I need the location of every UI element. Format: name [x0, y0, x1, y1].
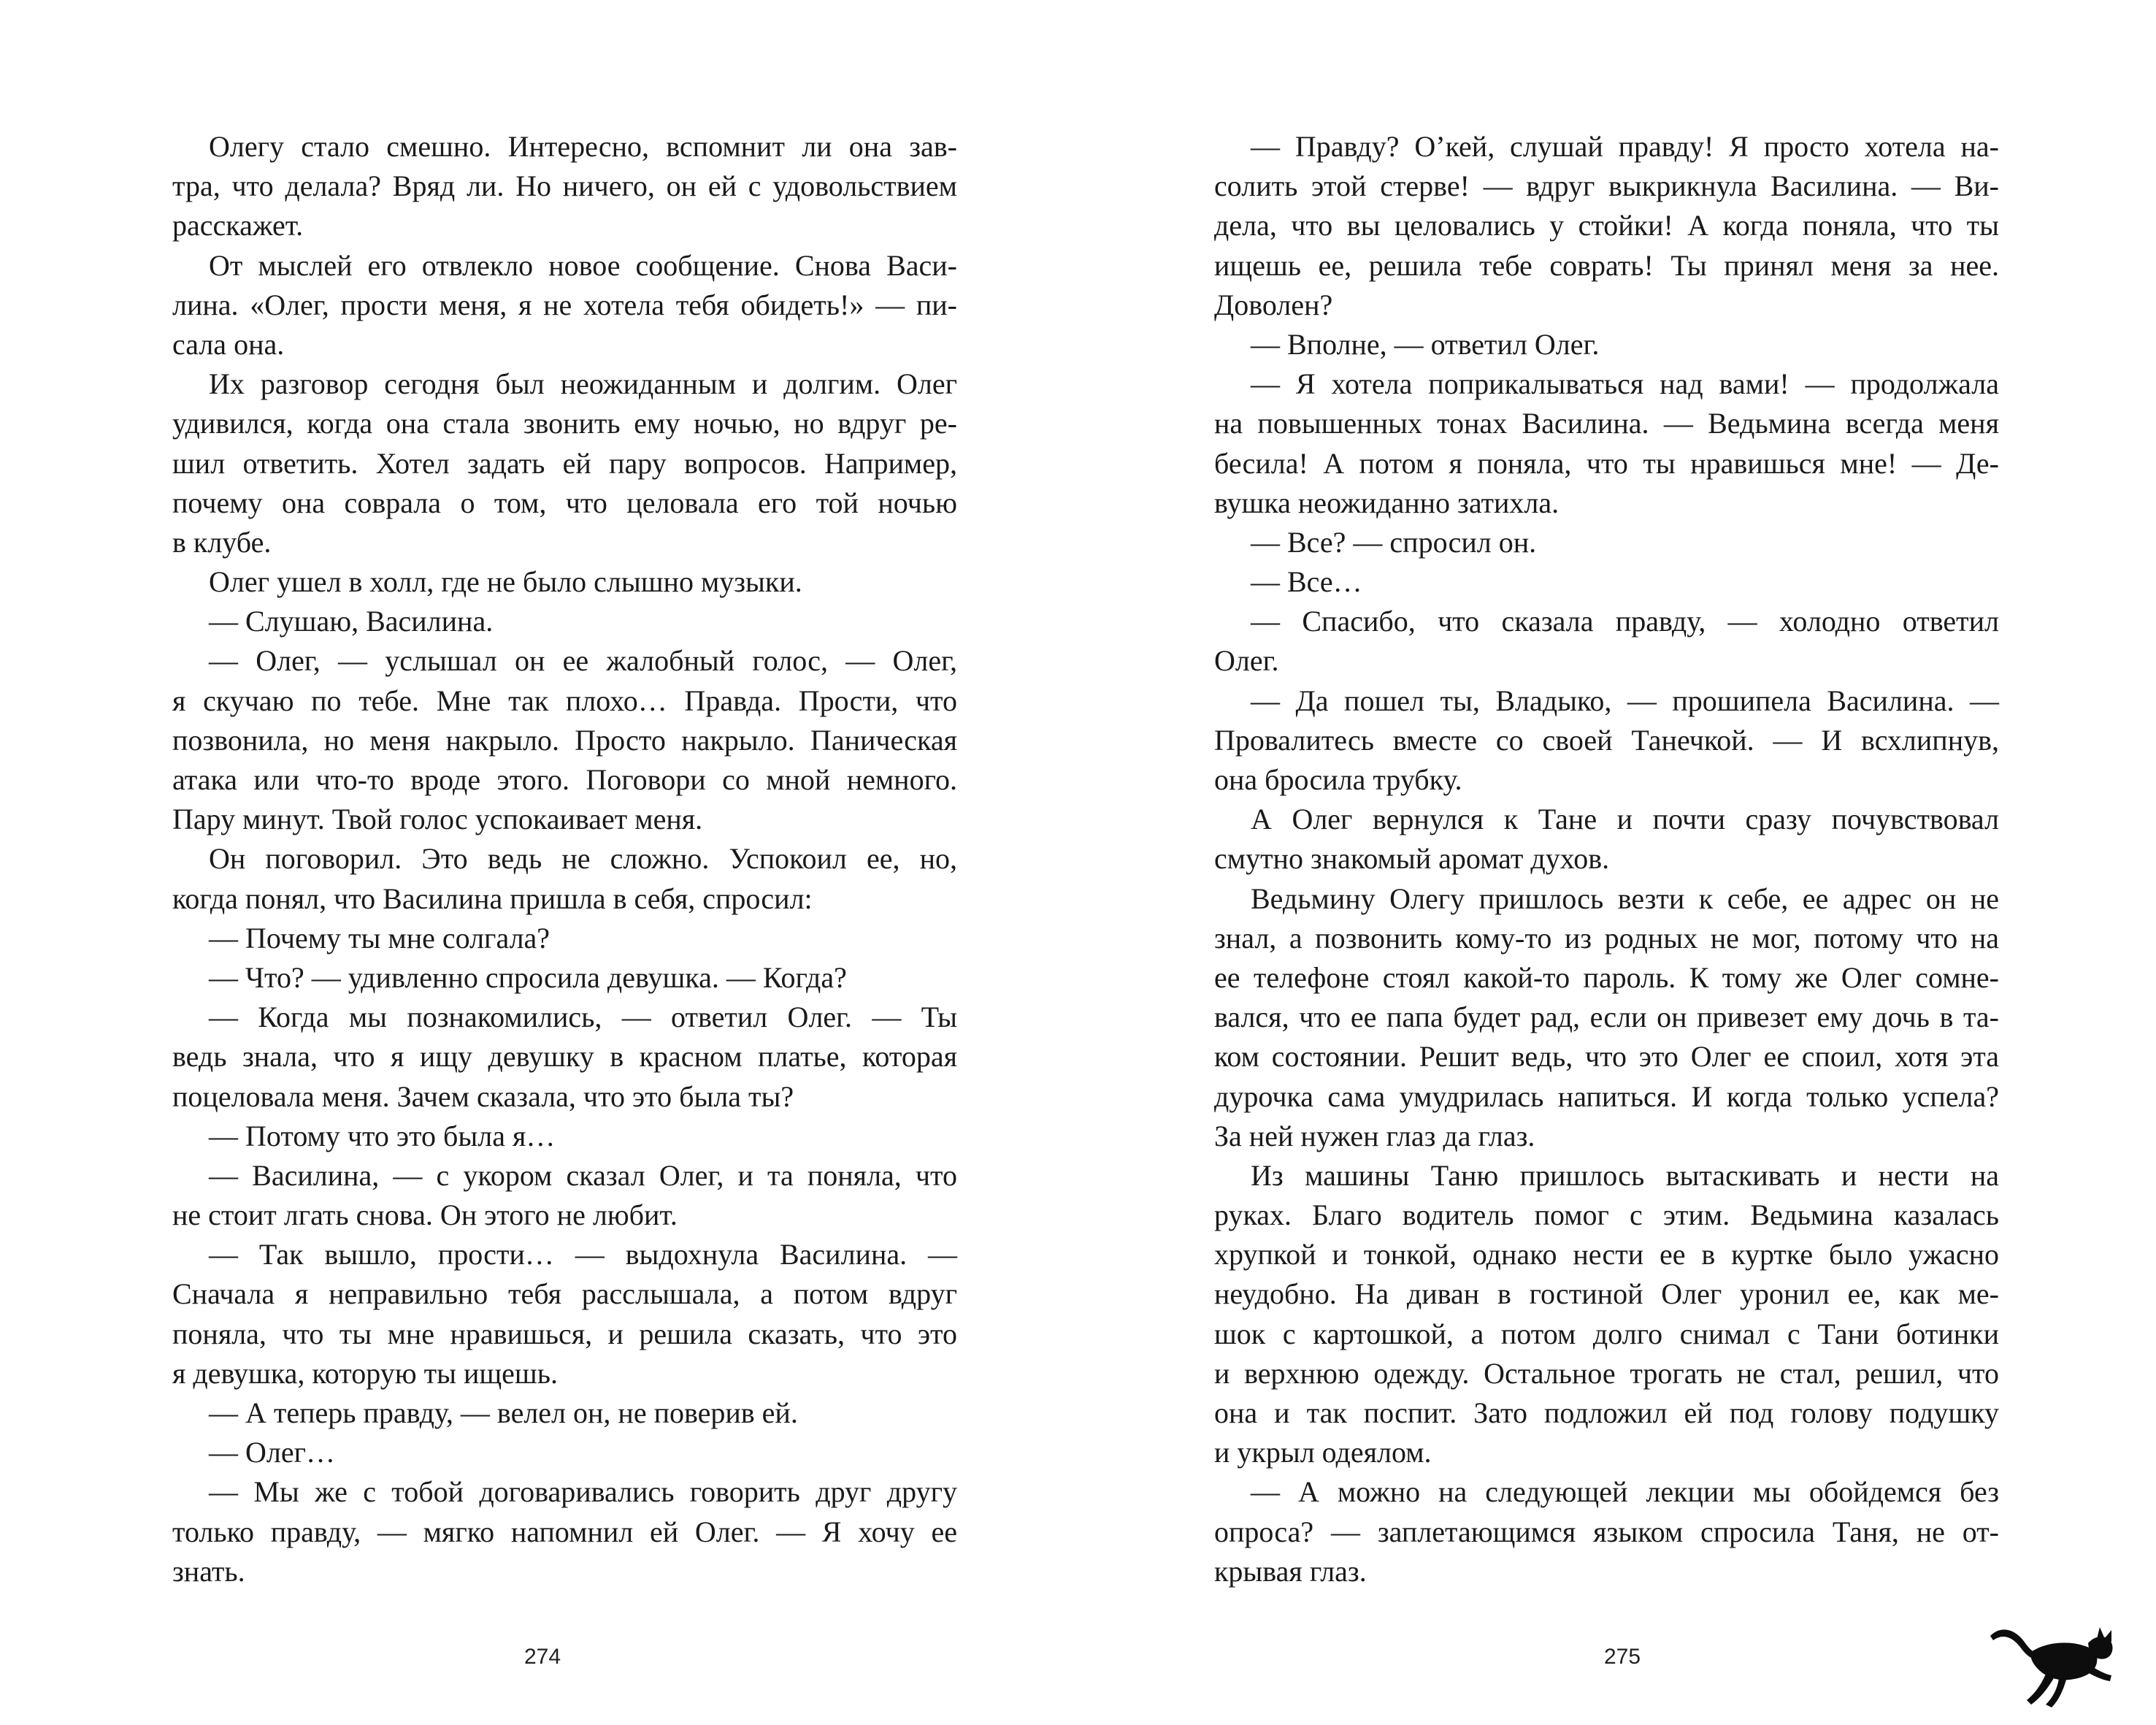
text-line: почему она соврала о том, что целовала его той ночью: [172, 486, 957, 519]
text-line: Из машины Таню пришлось вытаскивать и нести на: [1251, 1158, 1999, 1192]
text-line: тра, что делала? Вряд ли. Но ничего, он ей с удовольствием: [172, 169, 957, 203]
text-line: смутно знакомый аромат духов.: [1214, 842, 1610, 876]
text-line: — А можно на следующей лекции мы обойдемся без: [1251, 1475, 1999, 1509]
text-line: ее телефоне стоял какой-то пароль. К тому же Олег сомне-: [1214, 960, 1999, 994]
text-line: ком состоянии. Решит ведь, что это Олег ее споил, хотя эта: [1214, 1040, 1999, 1074]
leaping-cat-icon: [1987, 1614, 2116, 1709]
right-page: [1078, 0, 2156, 1725]
left-page-number: 274: [524, 1645, 561, 1669]
text-line: За ней нужен глаз да глаз.: [1214, 1119, 1535, 1152]
text-line: Ведьмину Олегу пришлось везти к себе, ее адрес он не: [1251, 881, 1999, 915]
text-line: Пару минут. Твой голос успокаивает меня.: [172, 803, 703, 836]
text-line: поцеловала меня. Зачем сказала, что это была ты?: [172, 1079, 794, 1113]
right-page-body-text: [1214, 127, 1999, 1591]
text-line: — Олег, — услышал он ее жалобный голос, — Олег,: [209, 644, 957, 678]
text-line: шок с картошкой, а потом долго снимал с Тани ботинки: [1214, 1317, 1999, 1350]
text-line: неудобно. На диван в гостиной Олег уронил ее, как ме-: [1214, 1277, 1999, 1311]
text-line: когда понял, что Василина пришла в себя, спросил:: [172, 881, 813, 915]
text-line: поняла, что ты мне нравишься, и решила сказать, что это: [172, 1317, 957, 1350]
text-line: — Когда мы познакомились, — ответил Олег. — Ты: [209, 1001, 957, 1034]
text-line: бесила! А потом я поняла, что ты нравишься мне! — Де-: [1214, 446, 1999, 480]
text-line: атака или что-то вроде этого. Поговори со мной немного.: [172, 763, 957, 796]
text-line: — Все…: [1251, 565, 1362, 599]
text-line: ищешь ее, решила тебе соврать! Ты принял меня за нее.: [1214, 248, 1999, 282]
text-line: хрупкой и тонкой, однако нести ее в куртке было ужасно: [1214, 1238, 1999, 1271]
text-line: она бросила трубку.: [1214, 763, 1462, 796]
text-line: — Вполне, — ответил Олег.: [1251, 327, 1600, 361]
text-line: Олегу стало смешно. Интересно, вспомнит ли она зав-: [209, 130, 957, 163]
left-page-body-text: [172, 127, 957, 1591]
text-line: Их разговор сегодня был неожиданным и долгим. Олег: [209, 367, 957, 401]
text-line: А Олег вернулся к Тане и почти сразу почувствовал: [1251, 803, 1999, 836]
right-page-number: 275: [1604, 1645, 1641, 1669]
text-line: — Мы же с тобой договаривались говорить друг другу: [209, 1475, 957, 1509]
text-line: — Почему ты мне солгала?: [209, 921, 550, 955]
text-line: не стоит лгать снова. Он этого не любит.: [172, 1198, 678, 1232]
text-line: ведь знала, что я ищу девушку в красном платье, которая: [172, 1040, 957, 1074]
text-line: — Все? — спросил он.: [1251, 525, 1537, 559]
text-line: дурочка сама умудрилась напиться. И когда только успела?: [1214, 1079, 1999, 1113]
text-line: От мыслей его отвлекло новое сообщение. Снова Васи-: [209, 248, 957, 282]
text-line: — Потому что это была я…: [209, 1119, 556, 1152]
text-line: — Так вышло, прости… — выдохнула Василина. —: [209, 1238, 957, 1271]
text-line: шил ответить. Хотел задать ей пару вопросов. Например,: [172, 446, 957, 480]
text-line: вался, что ее папа будет рад, если он привезет ему дочь в та-: [1214, 1001, 1999, 1034]
text-line: вушка неожиданно затихла.: [1214, 486, 1560, 519]
text-line: знал, а позвонить кому-то из родных не мог, потому что на: [1214, 921, 1999, 955]
text-line: — Да пошел ты, Владыко, — прошипела Василина. —: [1251, 684, 1999, 717]
text-line: — Спасибо, что сказала правду, — холодно ответил: [1251, 605, 1999, 638]
text-line: в клубе.: [172, 525, 272, 559]
text-line: — Слушаю, Василина.: [209, 605, 494, 638]
text-line: Он поговорил. Это ведь не сложно. Успокоил ее, но,: [209, 842, 957, 876]
text-line: Олег ушел в холл, где не было слышно музыки.: [209, 565, 802, 599]
text-line: — Правду? О’кей, слушай правду! Я просто хотела на-: [1251, 130, 1999, 163]
text-line: удивился, когда она стала звонить ему ночью, но вдруг ре-: [172, 407, 957, 440]
text-line: — Я хотела поприкалываться над вами! — продолжала: [1251, 367, 1999, 401]
text-line: Доволен?: [1214, 288, 1333, 321]
text-line: лина. «Олег, прости меня, я не хотела тебя обидеть!» — пи-: [172, 288, 957, 321]
text-line: руках. Благо водитель помог с этим. Ведьмина казалась: [1214, 1198, 1999, 1232]
text-line: я девушка, которую ты ищешь.: [172, 1356, 558, 1390]
text-line: Провалитесь вместе со своей Танечкой. — И всхлипнув,: [1214, 723, 1999, 757]
text-line: и верхнюю одежду. Остальное трогать не стал, решил, что: [1214, 1356, 1999, 1390]
text-line: — Что? — удивленно спросила девушка. — Когда?: [209, 960, 847, 994]
text-line: Олег.: [1214, 644, 1279, 678]
text-line: — А теперь правду, — велел он, не поверив ей.: [209, 1396, 798, 1429]
text-line: дела, что вы целовались у стойки! А когда поняла, что ты: [1214, 209, 1999, 242]
text-line: я скучаю по тебе. Мне так плохо… Правда. Прости, что: [172, 684, 957, 717]
text-line: только правду, — мягко напомнил ей Олег. — Я хочу ее: [172, 1515, 957, 1548]
text-line: расскажет.: [172, 209, 304, 242]
text-line: Сначала я неправильно тебя расслышала, а потом вдруг: [172, 1277, 957, 1311]
text-line: сала она.: [172, 327, 285, 361]
text-line: позвонила, но меня накрыло. Просто накрыло. Паническая: [172, 723, 957, 757]
text-line: солить этой стерве! — вдруг выкрикнула Василина. — Ви-: [1214, 169, 1999, 203]
text-line: знать.: [172, 1554, 245, 1588]
text-line: она и так поспит. Зато подложил ей под голову подушку: [1214, 1396, 1999, 1429]
text-line: на повышенных тонах Василина. — Ведьмина всегда меня: [1214, 407, 1999, 440]
text-line: и укрыл одеялом.: [1214, 1436, 1432, 1469]
text-line: крывая глаз.: [1214, 1554, 1367, 1588]
text-line: — Олег…: [209, 1436, 336, 1469]
text-line: — Василина, — с укором сказал Олег, и та поняла, что: [209, 1158, 957, 1192]
text-line: опроса? — заплетающимся языком спросила Таня, не от-: [1214, 1515, 1999, 1548]
